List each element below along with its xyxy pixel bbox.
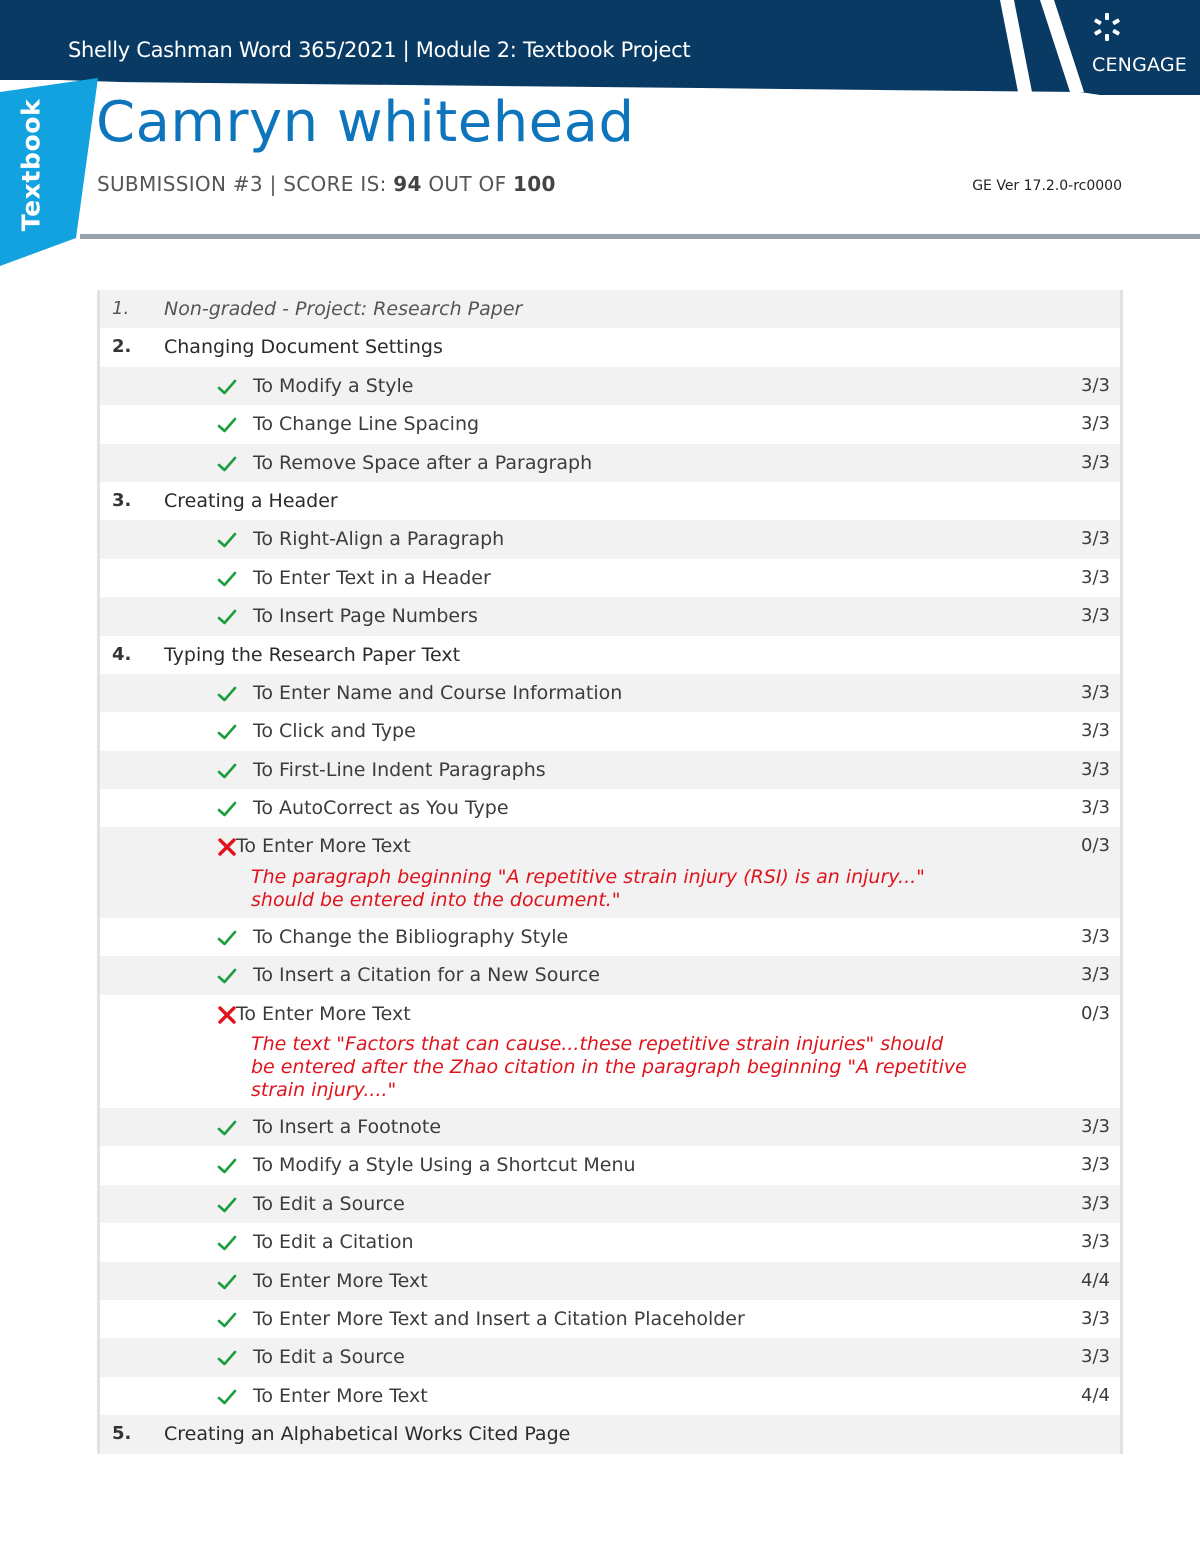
check-icon — [217, 1310, 237, 1330]
task-name: To Edit a Citation — [253, 1231, 414, 1254]
task-score: 3/3 — [1081, 374, 1110, 396]
check-icon — [217, 928, 237, 948]
section-number: 1. — [112, 298, 130, 319]
task-name: To Change the Bibliography Style — [253, 925, 569, 948]
task-name: To Right-Align a Paragraph — [253, 528, 505, 551]
check-icon — [217, 799, 237, 819]
task-score: 3/3 — [1081, 720, 1110, 742]
task-score: 3/3 — [1081, 797, 1110, 819]
task-line — [100, 995, 1120, 1033]
task-score: 3/3 — [1081, 681, 1110, 703]
task-row-failed — [100, 995, 1120, 1108]
submission-score — [97, 172, 556, 196]
task-score: 3/3 — [1081, 605, 1110, 627]
task-score: 4/4 — [1081, 1269, 1110, 1291]
task-row — [100, 674, 1120, 712]
check-icon — [217, 1118, 237, 1138]
section-row — [100, 328, 1120, 366]
task-score: 3/3 — [1081, 1154, 1110, 1176]
task-score: 3/3 — [1081, 1346, 1110, 1368]
task-feedback: The paragraph beginning "A repetitive strain injury (RSI) is an injury..." should be entered into the document." — [251, 865, 925, 911]
task-row — [100, 1146, 1120, 1184]
check-icon — [217, 761, 237, 781]
check-icon — [217, 722, 237, 742]
task-score: 3/3 — [1081, 1116, 1110, 1138]
task-name: To Edit a Source — [253, 1192, 405, 1215]
task-name: To Insert Page Numbers — [253, 605, 478, 628]
task-name: To Insert a Footnote — [253, 1116, 442, 1139]
task-score: 3/3 — [1081, 566, 1110, 588]
check-icon — [217, 1156, 237, 1176]
task-score: 3/3 — [1081, 1231, 1110, 1253]
task-score: 0/3 — [1081, 835, 1110, 857]
side-tab-label: Textbook — [16, 98, 46, 232]
task-name: To Enter More Text — [253, 1384, 428, 1407]
cengage-logo — [1092, 12, 1187, 82]
task-row — [100, 751, 1120, 789]
task-row — [100, 1300, 1120, 1338]
check-icon — [217, 377, 237, 397]
task-feedback: The text "Factors that can cause...these repetitive strain injuries" should be entered after the Zhao citation in the paragraph beginning "A repetitive strain injury...." — [251, 1033, 967, 1102]
header-divider — [80, 234, 1200, 239]
task-row — [100, 597, 1120, 635]
side-tab-background — [0, 78, 100, 268]
task-row — [100, 789, 1120, 827]
course-title: Shelly Cashman Word 365/2021 | Module 2: Textbook Project — [68, 38, 691, 62]
task-score: 3/3 — [1081, 964, 1110, 986]
check-icon — [217, 569, 237, 589]
task-name: To Change Line Spacing — [253, 413, 480, 436]
section-row — [100, 290, 1120, 328]
task-name: To AutoCorrect as You Type — [253, 797, 509, 820]
check-icon — [217, 1348, 237, 1368]
task-row — [100, 367, 1120, 405]
check-icon — [217, 1233, 237, 1253]
check-icon — [217, 607, 237, 627]
section-title: Creating a Header — [164, 489, 338, 512]
task-name: To Remove Space after a Paragraph — [253, 451, 593, 474]
task-score: 3/3 — [1081, 1192, 1110, 1214]
task-name: To Enter More Text — [236, 1002, 411, 1025]
cross-icon — [217, 837, 237, 857]
task-score: 4/4 — [1081, 1384, 1110, 1406]
student-name: Camryn whitehead — [96, 90, 635, 155]
task-row — [100, 1262, 1120, 1300]
task-row — [100, 1108, 1120, 1146]
task-name: To Click and Type — [253, 720, 416, 743]
section-number: 4. — [112, 643, 132, 665]
score-total: 100 — [513, 172, 556, 196]
task-name: To Enter More Text and Insert a Citation Placeholder — [253, 1307, 745, 1330]
task-row — [100, 1338, 1120, 1376]
task-name: To Enter Text in a Header — [253, 566, 491, 589]
task-name: To Enter Name and Course Information — [253, 681, 623, 704]
task-score: 3/3 — [1081, 925, 1110, 947]
task-row — [100, 1377, 1120, 1415]
score-value: 94 — [393, 172, 422, 196]
score-mid: OUT OF — [421, 172, 514, 196]
task-score: 0/3 — [1081, 1002, 1110, 1024]
task-name: To Modify a Style — [253, 374, 414, 397]
task-row — [100, 559, 1120, 597]
logo-text: CENGAGE — [1092, 54, 1187, 76]
check-icon — [217, 1272, 237, 1292]
task-row — [100, 444, 1120, 482]
header-banner — [0, 0, 1200, 100]
task-name: To Enter More Text — [253, 1269, 428, 1292]
cengage-mark-icon — [1092, 12, 1122, 42]
section-row — [100, 636, 1120, 674]
section-title: Typing the Research Paper Text — [164, 643, 461, 666]
task-score: 3/3 — [1081, 413, 1110, 435]
task-name: To First-Line Indent Paragraphs — [253, 758, 546, 781]
check-icon — [217, 1387, 237, 1407]
task-row-failed — [100, 827, 1120, 917]
results-table — [97, 290, 1123, 1454]
section-number: 5. — [112, 1423, 132, 1445]
section-title: Non-graded - Project: Research Paper — [164, 298, 523, 320]
task-score: 3/3 — [1081, 1307, 1110, 1329]
task-name: To Insert a Citation for a New Source — [253, 964, 600, 987]
check-icon — [217, 1195, 237, 1215]
task-name: To Enter More Text — [236, 835, 411, 858]
section-row — [100, 1415, 1120, 1453]
task-line — [100, 827, 1120, 865]
check-icon — [217, 415, 237, 435]
section-title: Creating an Alphabetical Works Cited Page — [164, 1423, 571, 1446]
score-prefix: SUBMISSION #3 | SCORE IS: — [97, 172, 394, 196]
task-score: 3/3 — [1081, 451, 1110, 473]
cross-icon — [217, 1005, 237, 1025]
check-icon — [217, 454, 237, 474]
task-score: 3/3 — [1081, 758, 1110, 780]
task-score: 3/3 — [1081, 528, 1110, 550]
section-number: 3. — [112, 489, 132, 511]
task-row — [100, 405, 1120, 443]
task-row — [100, 918, 1120, 956]
section-row — [100, 482, 1120, 520]
task-name: To Edit a Source — [253, 1346, 405, 1369]
task-row — [100, 1223, 1120, 1261]
check-icon — [217, 684, 237, 704]
check-icon — [217, 530, 237, 550]
task-row — [100, 1185, 1120, 1223]
version-label: GE Ver 17.2.0-rc0000 — [972, 178, 1122, 194]
task-name: To Modify a Style Using a Shortcut Menu — [253, 1154, 636, 1177]
check-icon — [217, 966, 237, 986]
section-number: 2. — [112, 336, 132, 358]
task-row — [100, 956, 1120, 994]
section-title: Changing Document Settings — [164, 336, 443, 359]
task-row — [100, 712, 1120, 750]
task-row — [100, 520, 1120, 558]
